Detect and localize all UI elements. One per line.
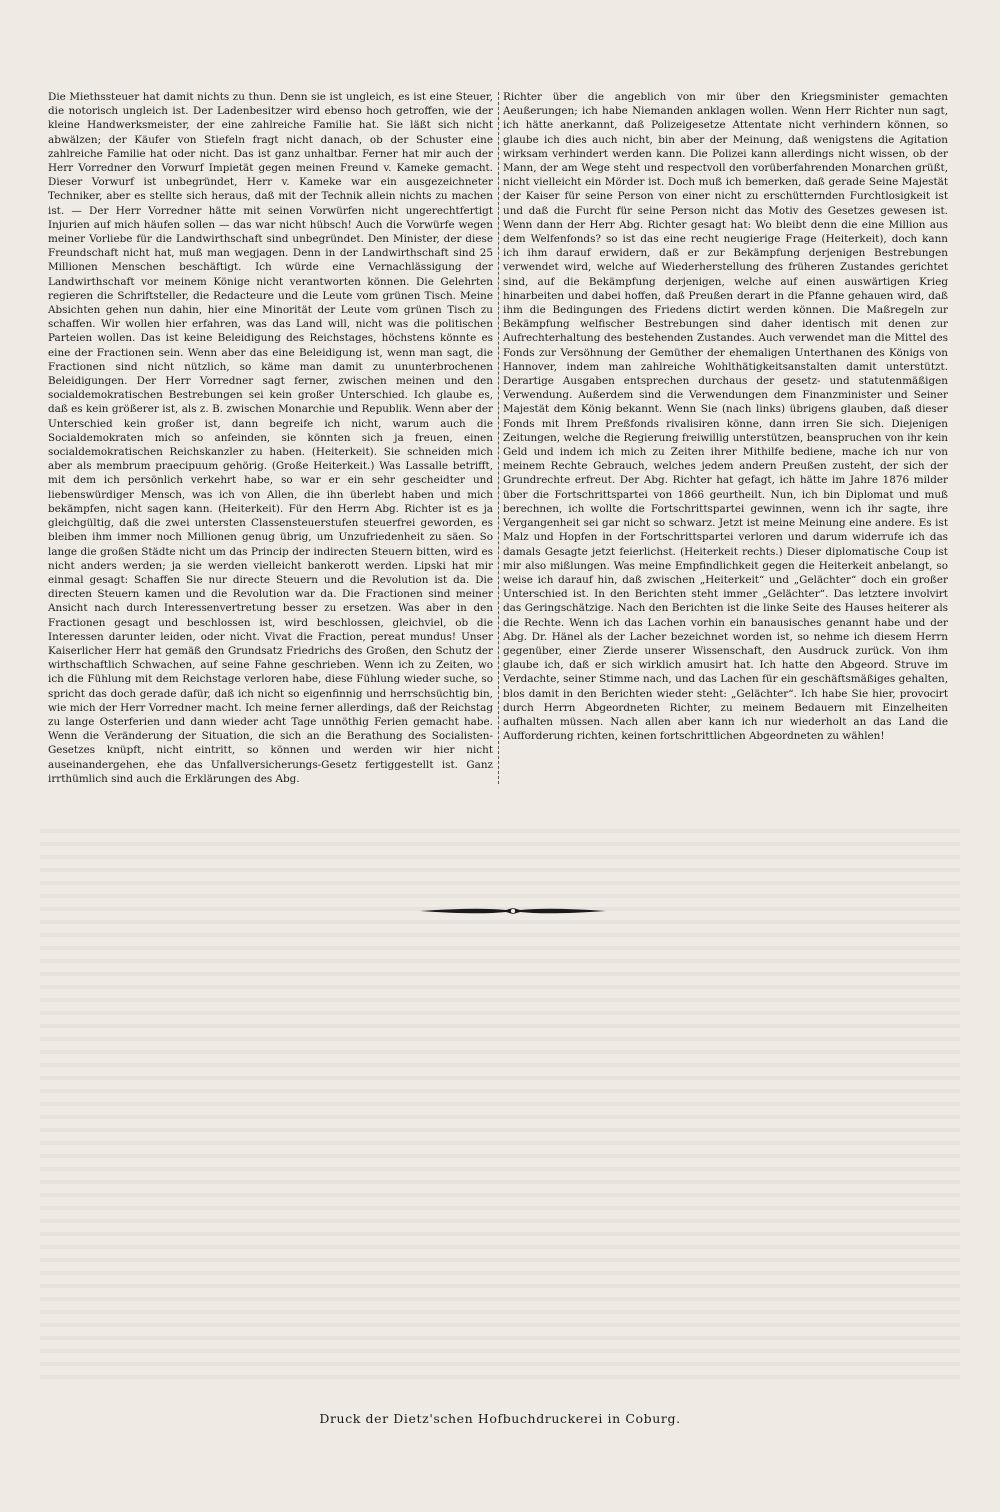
right-column-text: Richter über die angeblich von mir über den Kriegsminister gemachten Aeußerungen; ich habe Niemanden anklagen wollen. Wenn Herr Richter nun sagt, ich hätte anerkannt, daß Polizeigesetze Attentate nicht verhindern können, so glaube ich dies auch nicht, bin aber der Meinung, daß wenigstens die Agitation wirksam verhindert werden kann. Die Polizei kann allerdings nicht wissen, ob der Mann, der am Wege steht und respectvoll den vorüberfahrenden Monarchen grüßt, nicht vielleicht ein Mörder ist. Doch muß ich bemerken, daß gerade Seine Majestät der Kaiser für seine Person von einer nicht zu erschütternden Furchtlosigkeit ist und daß die Furcht für seine Person nicht das Motiv des Gesetzes gewesen ist. Wenn dann der Herr Abg. Richter gesagt hat: Wo bleibt denn die eine Million aus dem Welfenfonds? so ist das eine recht neugierige Frage (Heiterkeit), doch kann ich ihm darauf erwidern, daß er zur Bekämpfung derjenigen Bestrebungen verwendet wird, welche auf Wiederherstellung des früheren Zustandes gerichtet sind, auf die Bekämpfung derjenigen, welche auf einen auswärtigen Krieg hinarbeiten und dabei hoffen, daß Preußen derart in die Pfanne gehauen wird, daß ihm die Bedingungen des Friedens dictirt werden können. Die Maßregeln zur Bekämpfung welfischer Bestrebungen sind daher identisch mit denen zur Aufrechterhaltung des bestehenden Zustandes. Auch verwendet man die Mittel des Fonds zur Versöhnung der Gemüther der ehemaligen Unterthanen des Königs von Hannover, indem man zahlreiche Wohlthätigkeitsanstalten damit unterstützt. Derartige Ausgaben entsprechen durchaus der gesetz- und statutenmäßigen Verwendung. Außerdem sind die Verwendungen dem Finanzminister und Seiner Majestät dem König bekannt. Wenn Sie (nach links) übrigens glauben, daß dieser Fonds mit Ihrem Preßfonds rivalisiren könne, dann irren Sie sich. Diejenigen Zeitungen, welche die Regierung freiwillig unterstützen, beanspruchen von ihr kein Geld und indem ich mich zu Zeiten ihrer Mithilfe bediene, mache ich nur von meinem Rechte Gebrauch, welches jedem andern Preußen zusteht, der sich der Grundrechte erfreut. Der Abg. Richter hat gefagt, ich hätte im Jahre 1876 milder über die Fortschrittspartei von 1866 geurtheilt. Nun, ich bin Diplomat und muß berechnen, ich wollte die Fortschrittspartei gewinnen, wenn ich ihr sagte, ihre Vergangenheit sei gar nicht so schwarz. Jetzt ist meine Meinung eine andere. Es ist Malz und Hopfen in der Fortschrittspartei verloren und darum widerrufe ich das damals Gesagte jetzt feierlichst. (Heiterkeit rechts.) Dieser diplomatische Coup ist mir also mißlungen. Was meine Empfindlichkeit gegen die Heiterkeit anbelangt, so weise ich darauf hin, daß zwischen „Heiterkeit“ und „Gelächter“ doch ein großer Unterschied ist. In den Berichten steht immer „Gelächter“. Das letztere involvirt das Geringschätzige. Nach den Berichten ist die linke Seite des Hauses heiterer als die Rechte. Wenn ich das Lachen vorhin ein banausisches genannt habe und der Abg. Dr. Hänel als der Lacher bezeichnet worden ist, so nehme ich diesem Herrn gegenüber, einer Zierde unserer Wissenschaft, den Ausdruck zurück. Von ihm glaube ich, daß er sich wirklich amusirt hat. Ich hatte den Abgeord. Struve im Verdachte, seiner Stimme nach, und das Lachen für ein geschäftsmäßiges gehalten, blos damit in den Berichten wieder steht: „Gelächter“. Ich habe Sie hier, provocirt durch Herrn Abgeordneten Richter, zu meinem Bedauern mit Einzelheiten aufhalten müssen. Nach allen aber kann ich nur wiederholt an das Land die Aufforderung richten, keinen fortschrittlichen Abgeordneten zu wählen! xyxy=(503,91,948,743)
column-divider xyxy=(498,92,499,784)
left-column-text: Die Miethssteuer hat damit nichts zu thun. Denn sie ist ungleich, es ist eine Steuer, die notorisch ungleich ist. Der Ladenbesitzer wird ebenso hoch getroffen, wie der kleine Handwerksmeister, der eine zahlreiche Familie hat. Sie läßt sich nicht abwälzen; der Käufer von Stiefeln fragt nicht danach, ob der Schuster eine zahlreiche Familie hat oder nicht. Das ist ganz unhaltbar. Ferner hat mir auch der Herr Vorredner den Vorwurf Impietät gegen meinen Freund v. Kameke gemacht. Dieser Vorwurf ist unbegründet, Herr v. Kameke war ein ausgezeichneter Techniker, aber es stellte sich heraus, daß mit der Technik allein nichts zu machen ist. — Der Herr Vorredner hätte mit seinen Vorwürfen nicht ungerechtfertigt Injurien auf mich häufen sollen — das war nicht hübsch! Auch die Vorwürfe wegen meiner Vorliebe für die Landwirthschaft sind unbegründet. Den Minister, der diese Freundschaft nicht hat, muß man wegjagen. Denn in der Landwirthschaft sind 25 Millionen Menschen beschäftigt. Ich würde eine Vernachlässigung der Landwirthschaft vor meinem Könige nicht verantworten können. Die Gelehrten regieren die Schriftsteller, die Redacteure und die Leute vom grünen Tisch. Meine Absichten gehen nun dahin, hier eine Minorität der Leute vom grünen Tisch zu schaffen. Wir wollen hier erfahren, was das Land will, nicht was die politischen Parteien wollen. Das ist keine Beleidigung des Reichstages, höchstens könnte es eine der Fractionen sein. Wenn aber das eine Beleidigung ist, wenn man sagt, die Fractionen sind nicht nützlich, so käme man damit zu ununterbrochenen Beleidigungen. Der Herr Vorredner sagt ferner, zwischen meinen und den socialdemokratischen Bestrebungen sei kein großer Unterschied. Ich glaube es, daß es kein größerer ist, als z. B. zwischen Monarchie und Republik. Wenn aber der Unterschied kein großer ist, dann begreife ich nicht, warum auch die Socialdemokraten mich so anfeinden, sie könnten sich ja freuen, einen socialdemokratischen Reichskanzler zu haben. (Heiterkeit). Sie schneiden mich aber als membrum praecipuum gehörig. (Große Heiterkeit.) Was Lassalle betrifft, mit dem ich persönlich verkehrt habe, so war er ein sehr gescheidter und liebenswürdiger Mensch, was ich von Allen, die ihn überlebt haben und mich bekämpfen, nicht sagen kann. (Heiterkeit). Für den Herrn Abg. Richter ist es ja gleichgültig, daß die zwei untersten Classensteuerstufen steuerfrei geworden, es bleiben ihm immer noch Millionen genug übrig, um Unzufriedenheit zu säen. So lange die großen Städte nicht um das Princip der indirecten Steuern bitten, wird es nicht anders werden; ja sie werden vielleicht bankerott werden. Lipski hat mir einmal gesagt: Schaffen Sie nur directe Steuern und die Revolution ist da. Die directen Steuern kamen und die Revolution war da. Die Fractionen sind meiner Ansicht nach durch Interessenvertretung besser zu ersetzen. Was aber in den Fractionen gesagt und beschlossen ist, wird beschlossen, gleichviel, ob die Interessen darunter leiden, oder nicht. Vivat die Fraction, pereat mundus! Unser Kaiserlicher Herr hat gemäß den Grundsatz Friedrichs des Großen, den Schutz der wirthschaftlich Schwachen, auf seine Fahne geschrieben. Wenn ich zu Zeiten, wo ich die Fühlung mit dem Reichstage verloren habe, diese Fühlung wieder suche, so spricht das doch gerade dafür, daß ich nicht so eigenfinnig und herrschsüchtig bin, wie mich der Herr Vorredner macht. Ich meine ferner allerdings, daß der Reichstag zu lange Osterferien und dann wieder acht Tage unnöthig Ferien gemacht habe. Wenn die Veränderung der Situation, die sich an die Berathung des Socialisten-Gesetzes knüpft, nicht eintritt, so können und werden wir hier nicht auseinandergehen, ehe das Unfallversicherungs-Gesetz fertiggestellt ist. Ganz irrthümlich sind auch die Erklärungen des Abg. xyxy=(48,91,493,785)
printer-imprint: Druck der Dietz'schen Hofbuchdruckerei in Coburg. xyxy=(319,1411,681,1426)
left-column xyxy=(48,90,493,786)
right-column xyxy=(503,90,948,786)
text-columns xyxy=(48,90,948,786)
ornament-rule-icon xyxy=(418,904,608,918)
